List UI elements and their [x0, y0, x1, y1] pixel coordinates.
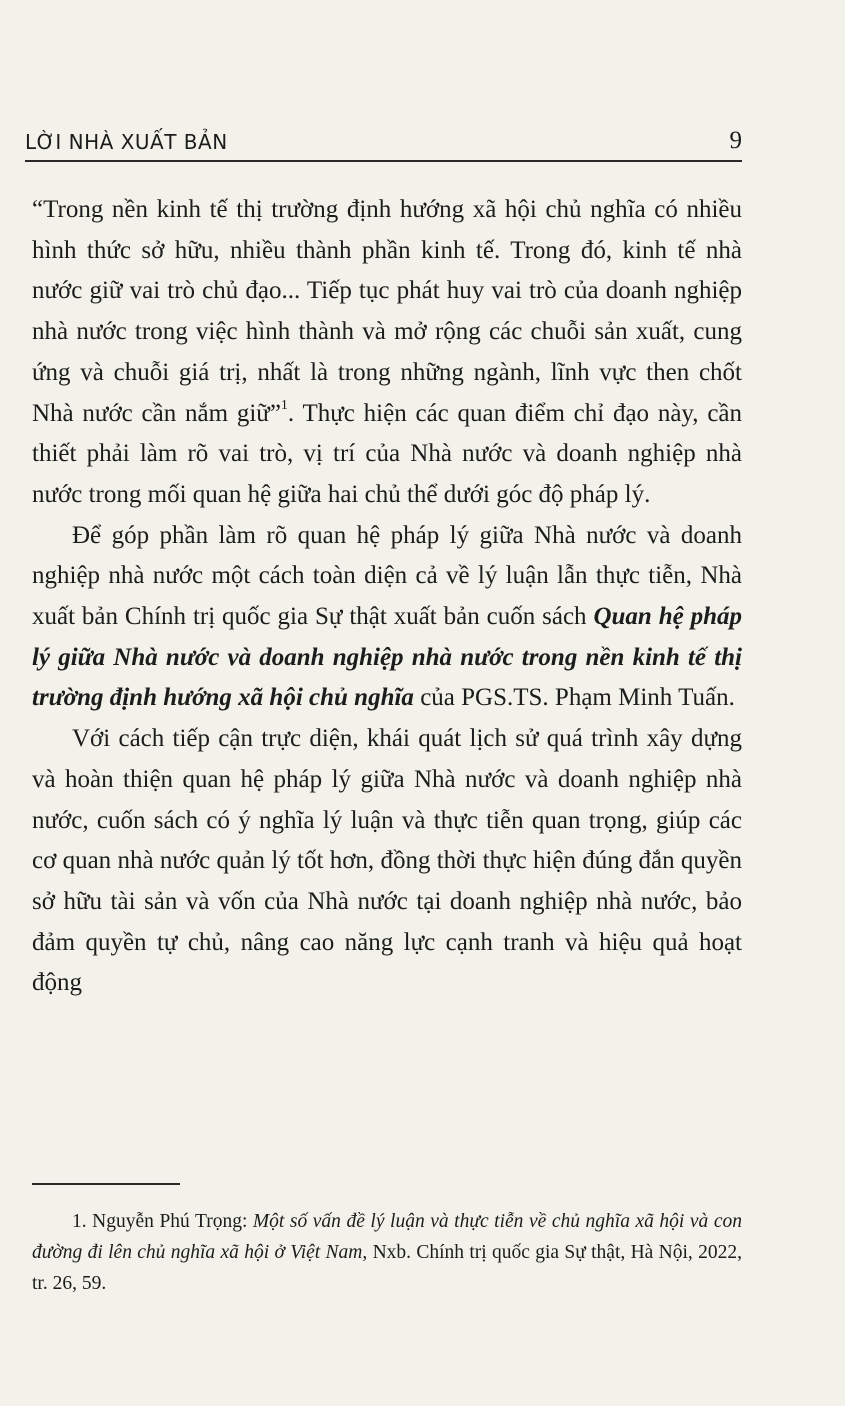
- paragraph-2-intro: Để góp phần làm rõ quan hệ pháp lý giữa Nhà nước và doanh nghiệp nhà nước một cách toàn diện cả về lý luận lẫn thực tiễn, Nhà xuất bản Chính trị quốc gia Sự thật xuất bản cuốn sách: [32, 521, 742, 631]
- paragraph-1-rest: . Thực hiện các quan điểm chỉ đạo này, cần thiết phải làm rõ vai trò, vị trí của Nhà nước và doanh nghiệp nhà nước trong mối quan hệ giữa hai chủ thể dưới góc độ pháp lý.: [32, 399, 743, 508]
- footnote-rule: [32, 1183, 180, 1185]
- footnote-title: Một số vấn đề lý luận và thực tiễn về chủ nghĩa xã hội và con đường đi lên chủ nghĩa xã hội ở Việt Nam: [32, 1211, 742, 1263]
- paragraph-2-author: của PGS.TS. Phạm Minh Tuấn.: [413, 684, 735, 712]
- paragraph-3: Với cách tiếp cận trực diện, khái quát lịch sử quá trình xây dựng và hoàn thiện quan hệ pháp lý giữa Nhà nước và doanh nghiệp nhà nước, cuốn sách có ý nghĩa lý luận và thực tiễn quan trọng, giúp các cơ quan nhà nước quản lý tốt hơn, đồng thời thực hiện đúng đắn quyền sở hữu tài sản và vốn của Nhà nước tại doanh nghiệp nhà nước, bảo đảm quyền tự chủ, nâng cao năng lực cạnh tranh và hiệu quả hoạt động: [32, 725, 742, 997]
- paragraph-1: [32, 190, 742, 516]
- paragraph-1-quote: “Trong nền kinh tế thị trường định hướng xã hội chủ nghĩa có nhiều hình thức sở hữu, nhiều thành phần kinh tế. Trong đó, kinh tế nhà nước giữ vai trò chủ đạo... Tiếp tục phát huy vai trò của doanh nghiệp nhà nước trong việc hình thành và mở rộng các chuỗi sản xuất, cung ứng và chuỗi giá trị, nhất là trong những ngành, lĩnh vực then chốt Nhà nước cần nắm giữ”: [32, 196, 742, 427]
- body-text: [32, 190, 742, 1004]
- page-header: [25, 129, 742, 161]
- book-title: Quan hệ pháp lý giữa Nhà nước và doanh nghiệp nhà nước trong nền kinh tế thị trường định hướng xã hội chủ nghĩa: [32, 603, 743, 712]
- footnote-author: 1. Nguyễn Phú Trọng:: [72, 1211, 253, 1232]
- page-number: 9: [729, 127, 742, 154]
- footnote-marker: 1: [280, 398, 288, 414]
- running-head: LỜI NHÀ XUẤT BẢN: [25, 130, 228, 154]
- footnote-publication: , Nxb. Chính trị quốc gia Sự thật, Hà Nội, 2022, tr. 26, 59.: [32, 1242, 742, 1294]
- footnote: [32, 1206, 742, 1299]
- header-rule: [25, 160, 742, 162]
- paragraph-2: [32, 516, 742, 720]
